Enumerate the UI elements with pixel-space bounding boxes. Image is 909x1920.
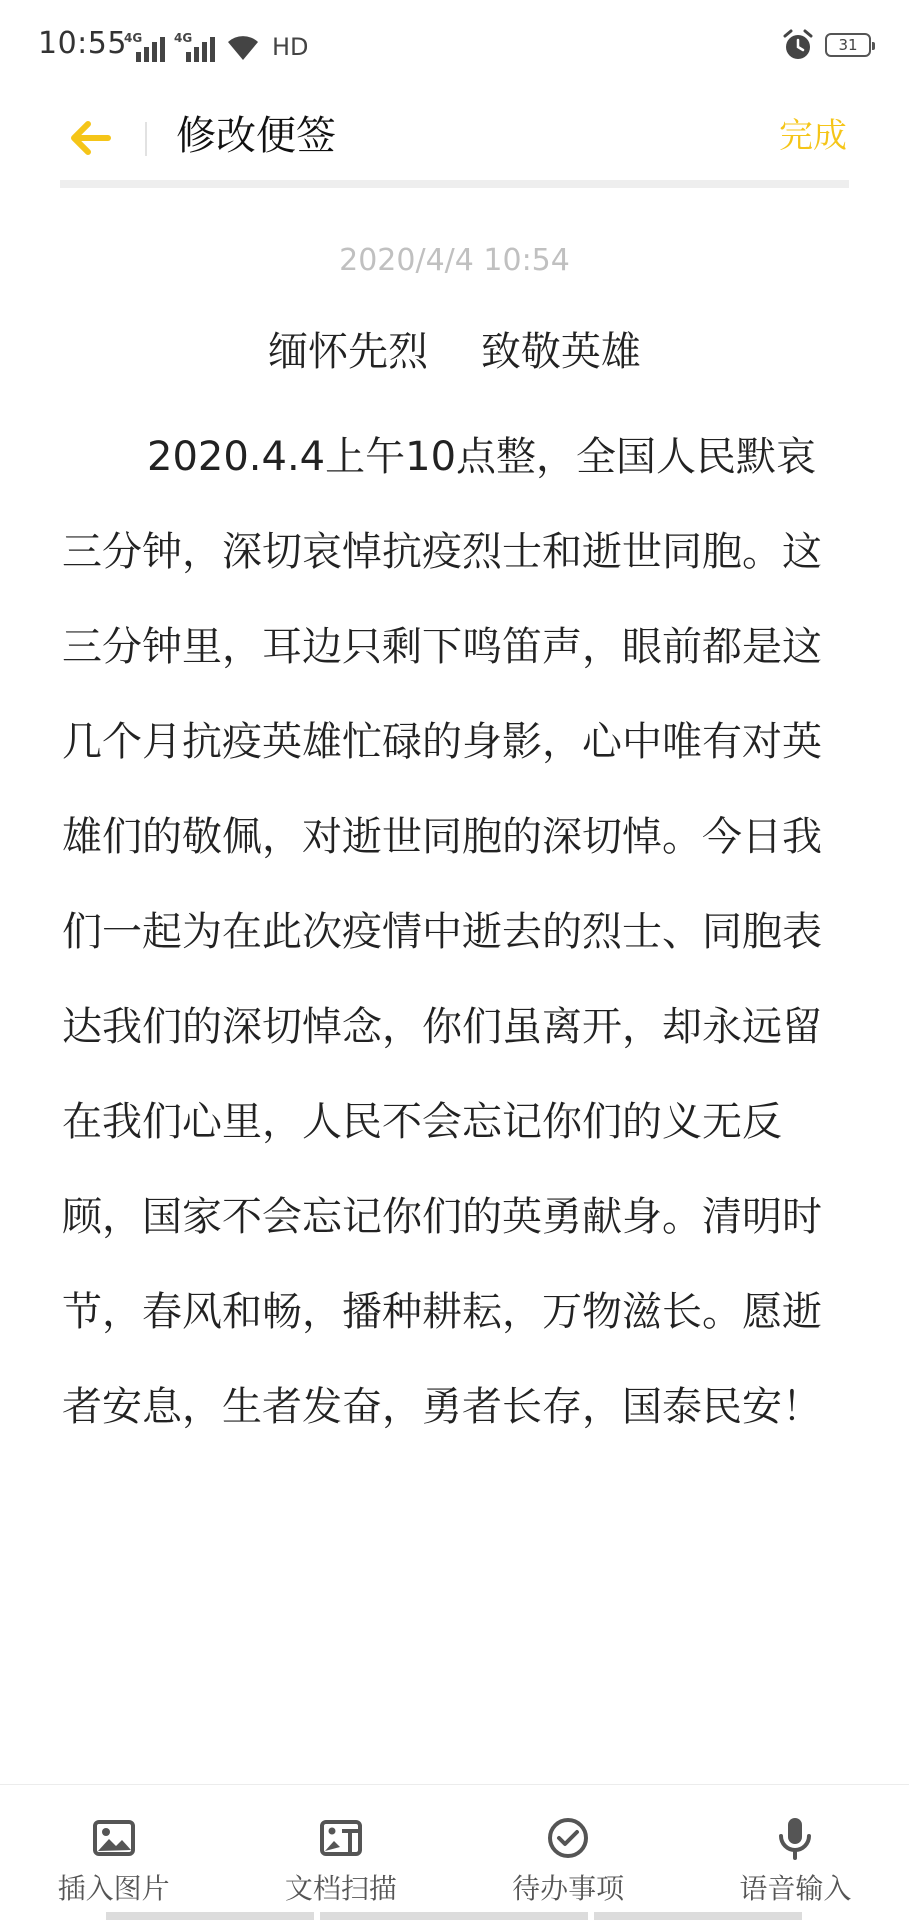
voice-input-button[interactable] — [682, 1785, 909, 1920]
page-title: 修改便签 — [176, 113, 336, 159]
battery-icon — [825, 33, 871, 57]
status-bar — [0, 0, 909, 90]
wifi-icon — [224, 32, 262, 62]
document-scan-button[interactable] — [227, 1785, 454, 1920]
scan-icon — [318, 1815, 364, 1861]
nav-gesture-handle — [320, 1912, 588, 1920]
signal-icon — [124, 32, 164, 62]
alarm-icon — [781, 28, 815, 62]
done-button[interactable]: 完成 — [779, 116, 847, 156]
status-icons-left — [124, 26, 309, 62]
todo-button[interactable] — [455, 1785, 682, 1920]
back-button[interactable] — [60, 108, 120, 168]
insert-image-button[interactable] — [0, 1785, 227, 1920]
nav-gesture-handle — [594, 1912, 802, 1920]
todo-label: 待办事项 — [512, 1872, 625, 1905]
bottom-toolbar — [0, 1785, 909, 1920]
network-type-label: 4G — [174, 31, 193, 45]
network-type-label: 4G — [124, 31, 143, 45]
hd-voice-label: HD — [272, 33, 309, 61]
header-divider-bar — [60, 180, 849, 188]
voice-input-label: 语音输入 — [739, 1872, 852, 1905]
status-time: 10:55 — [38, 26, 127, 61]
microphone-icon — [772, 1815, 818, 1861]
image-icon — [91, 1815, 137, 1861]
document-scan-label: 文档扫描 — [284, 1872, 397, 1905]
nav-gesture-handle — [106, 1912, 314, 1920]
insert-image-label: 插入图片 — [57, 1872, 170, 1905]
note-body-text[interactable]: 2020.4.4上午10点整，全国人民默哀三分钟，深切哀悼抗疫烈士和逝世同胞。这三分钟里，耳边只剩下鸣笛声，眼前都是这几个月抗疫英雄忙碌的身影，心中唯有对英雄们的敬佩，对逝世同胞的深切悼。今日我们一起为在此次疫情中逝去的烈士、同胞表达我们的深切悼念，你们虽离开，却永远留在我们心里，人民不会忘记你们的义无反顾，国家不会忘记你们的英勇献身。清明时节，春风和畅，播种耕耘，万物滋长。愿逝者安息，生者发奋，勇者长存，国泰民安！ — [62, 434, 822, 1430]
status-icons-right — [781, 28, 871, 62]
app-header — [0, 90, 909, 186]
header-divider — [145, 122, 147, 156]
note-title[interactable]: 缅怀先烈 致敬英雄 — [268, 329, 641, 375]
arrow-left-icon — [68, 120, 112, 156]
signal-icon — [174, 32, 214, 62]
note-timestamp: 2020/4/4 10:54 — [339, 243, 570, 278]
checkmark-circle-icon — [545, 1815, 591, 1861]
battery-level: 31 — [838, 36, 858, 54]
